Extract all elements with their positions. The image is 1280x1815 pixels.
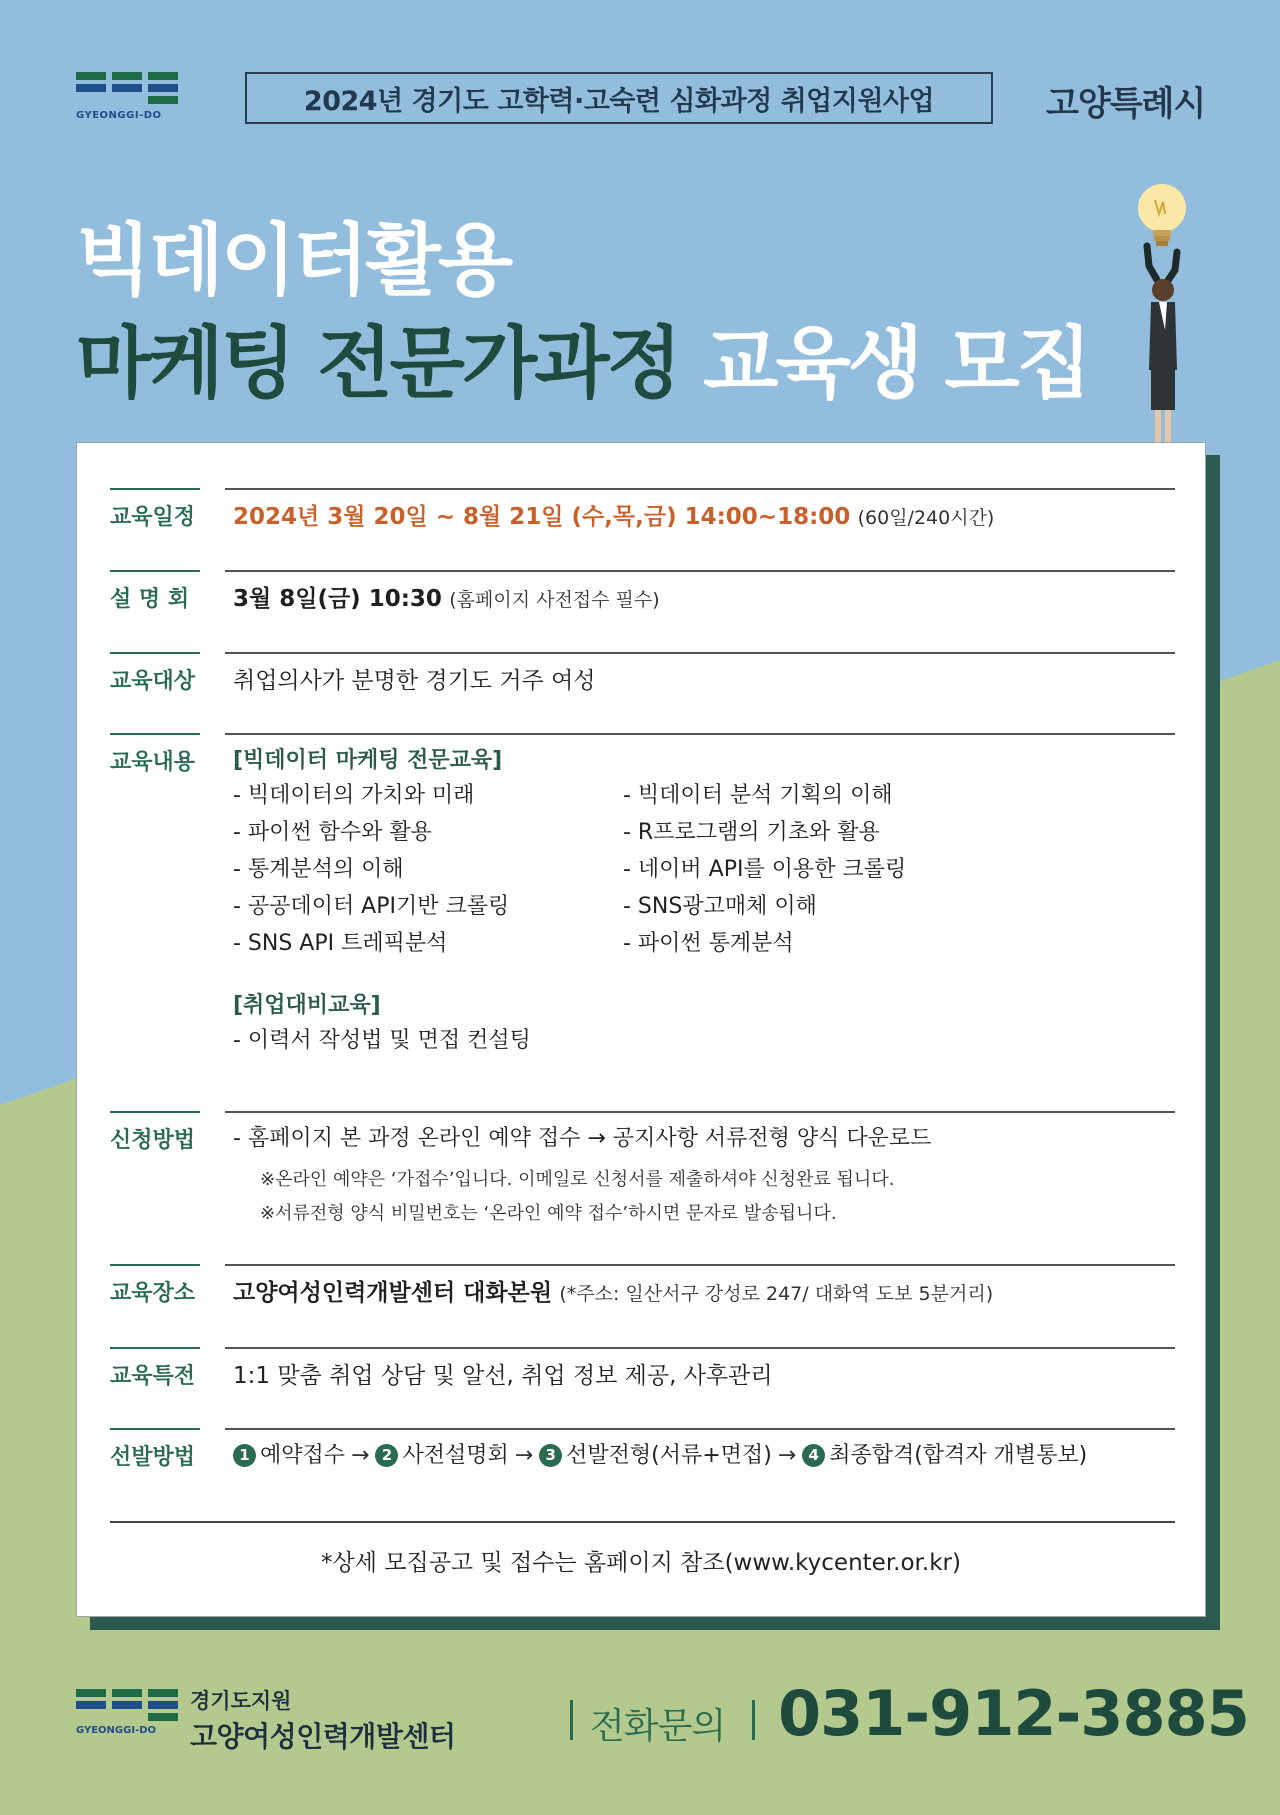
list-item: - R프로그램의 기초와 활용 xyxy=(623,820,880,845)
list-item: - 파이썬 함수와 활용 xyxy=(233,820,432,845)
briefing-value xyxy=(233,580,1175,613)
target-label: 교육대상 xyxy=(110,669,196,694)
person-lightbulb-illustration xyxy=(1105,170,1215,460)
briefing-datetime: 3월 8일(금) 10:30 xyxy=(233,586,442,612)
label-rule xyxy=(110,1428,200,1430)
selection-steps xyxy=(233,1438,1175,1469)
step-1 xyxy=(233,1443,345,1468)
label-rule xyxy=(110,570,200,572)
divider xyxy=(752,1700,755,1740)
label-rule xyxy=(110,652,200,654)
place-value xyxy=(233,1274,1175,1307)
divider xyxy=(570,1700,573,1740)
step-text: 최종합격(합격자 개별통보) xyxy=(829,1443,1088,1468)
step-text: 선발전형(서류+면접) xyxy=(566,1443,772,1468)
divider xyxy=(110,1521,1175,1523)
briefing-label: 설 명 회 xyxy=(110,587,190,612)
benefit-label: 교육특전 xyxy=(110,1364,196,1389)
step-number: 4 xyxy=(802,1444,825,1467)
place-name: 고양여성인력개발센터 대화본원 xyxy=(233,1280,553,1306)
step-text: 예약접수 xyxy=(260,1443,346,1468)
program-title: 2024년 경기도 고학력·고숙련 심화과정 취업지원사업 xyxy=(303,85,935,117)
selection-label: 선발방법 xyxy=(110,1445,196,1470)
content-value xyxy=(233,743,1175,1059)
apply-value xyxy=(233,1121,1175,1231)
value-rule xyxy=(225,652,1175,654)
briefing-note: (홈페이지 사전접수 필수) xyxy=(449,589,660,611)
label-rule xyxy=(110,1347,200,1349)
step-4 xyxy=(802,1443,1087,1468)
schedule-label: 교육일정 xyxy=(110,505,196,530)
title-line-1: 빅데이터활용 xyxy=(76,216,511,306)
gyeonggi-logo xyxy=(76,70,186,121)
reference-note: *상세 모집공고 및 접수는 홈페이지 참조(www.kycenter.or.kr) xyxy=(321,1550,961,1576)
list-item: - 네이버 API를 이용한 크롤링 xyxy=(623,857,907,882)
step-text: 사전설명회 xyxy=(402,1443,509,1468)
label-rule xyxy=(110,488,200,490)
place-label: 교육장소 xyxy=(110,1281,196,1306)
program-banner xyxy=(245,72,993,124)
value-rule xyxy=(225,1111,1175,1113)
value-rule xyxy=(225,488,1175,490)
schedule-value xyxy=(233,498,1175,531)
step-number: 1 xyxy=(233,1444,256,1467)
list-item: - 파이썬 통계분석 xyxy=(623,931,794,956)
footer-gyeonggi-logo xyxy=(76,1687,178,1736)
step-number: 2 xyxy=(375,1444,398,1467)
benefit-value: 1:1 맞춤 취업 상담 및 알선, 취업 정보 제공, 사후관리 xyxy=(233,1363,773,1389)
logo-caption: GYEONGGI-DO xyxy=(76,110,162,121)
step-number: 3 xyxy=(539,1444,562,1467)
apply-label: 신청방법 xyxy=(110,1128,196,1153)
content-section-2-title: [취업대비교육] xyxy=(233,993,381,1018)
list-item: - SNS광고매체 이해 xyxy=(623,894,817,919)
city-name: 고양특례시 xyxy=(1046,84,1206,124)
list-item: - 빅데이터의 가치와 미래 xyxy=(233,783,475,808)
arrow-icon: → xyxy=(514,1443,534,1468)
content-section-1-title: [빅데이터 마케팅 전문교육] xyxy=(233,748,503,773)
label-rule xyxy=(110,1111,200,1113)
arrow-icon: → xyxy=(777,1443,797,1468)
footer-org-sub: 경기도지원 xyxy=(190,1689,292,1713)
footer-org-name: 고양여성인력개발센터 xyxy=(190,1720,456,1753)
person-icon xyxy=(1147,246,1177,454)
schedule-date: 2024년 3월 20일 ~ 8월 21일 (수,목,금) 14:00~18:00 xyxy=(233,504,851,530)
content-label: 교육내용 xyxy=(110,750,196,775)
content-columns xyxy=(233,777,1175,962)
apply-main: - 홈페이지 본 과정 온라인 예약 접수 → 공지사항 서류전형 양식 다운로드 xyxy=(233,1126,932,1151)
place-address: (*주소: 일산서구 강성로 247/ 대화역 도보 5분거리) xyxy=(559,1283,994,1305)
label-rule xyxy=(110,733,200,735)
content-right-list xyxy=(623,777,1013,962)
value-rule xyxy=(225,1347,1175,1349)
value-rule xyxy=(225,733,1175,735)
apply-note-2: ※서류전형 양식 비밀번호는 ‘온라인 예약 접수’하시면 문자로 발송됩니다. xyxy=(260,1203,837,1224)
title-line-2 xyxy=(76,319,1090,409)
arrow-icon: → xyxy=(351,1443,370,1468)
target-value: 취업의사가 분명한 경기도 거주 여성 xyxy=(233,668,596,694)
step-3 xyxy=(539,1443,772,1468)
label-rule xyxy=(110,1264,200,1266)
phone-label: 전화문의 xyxy=(590,1706,726,1747)
value-rule xyxy=(225,1428,1175,1430)
title-recruit: 교육생 모집 xyxy=(703,319,1090,409)
content-left-list xyxy=(233,777,623,962)
list-item: - 이력서 작성법 및 면접 컨설팅 xyxy=(233,1028,531,1053)
list-item: - 공공데이터 API기반 크롤링 xyxy=(233,894,510,919)
list-item: - 빅데이터 분석 기획의 이해 xyxy=(623,783,893,808)
phone-number: 031-912-3885 xyxy=(778,1677,1249,1750)
value-rule xyxy=(225,570,1175,572)
value-rule xyxy=(225,1264,1175,1266)
footer-logo-caption: GYEONGGI-DO xyxy=(76,1725,157,1736)
step-2 xyxy=(375,1443,508,1468)
title-course: 마케팅 전문가과정 xyxy=(76,319,679,409)
list-item: - 통계분석의 이해 xyxy=(233,857,404,882)
schedule-duration: (60일/240시간) xyxy=(857,507,995,529)
list-item: - SNS API 트레픽분석 xyxy=(233,931,448,956)
lightbulb-icon xyxy=(1138,184,1186,246)
apply-note-1: ※온라인 예약은 ‘가접수’입니다. 이메일로 신청서를 제출하셔야 신청완료 됩니다. xyxy=(260,1169,895,1190)
